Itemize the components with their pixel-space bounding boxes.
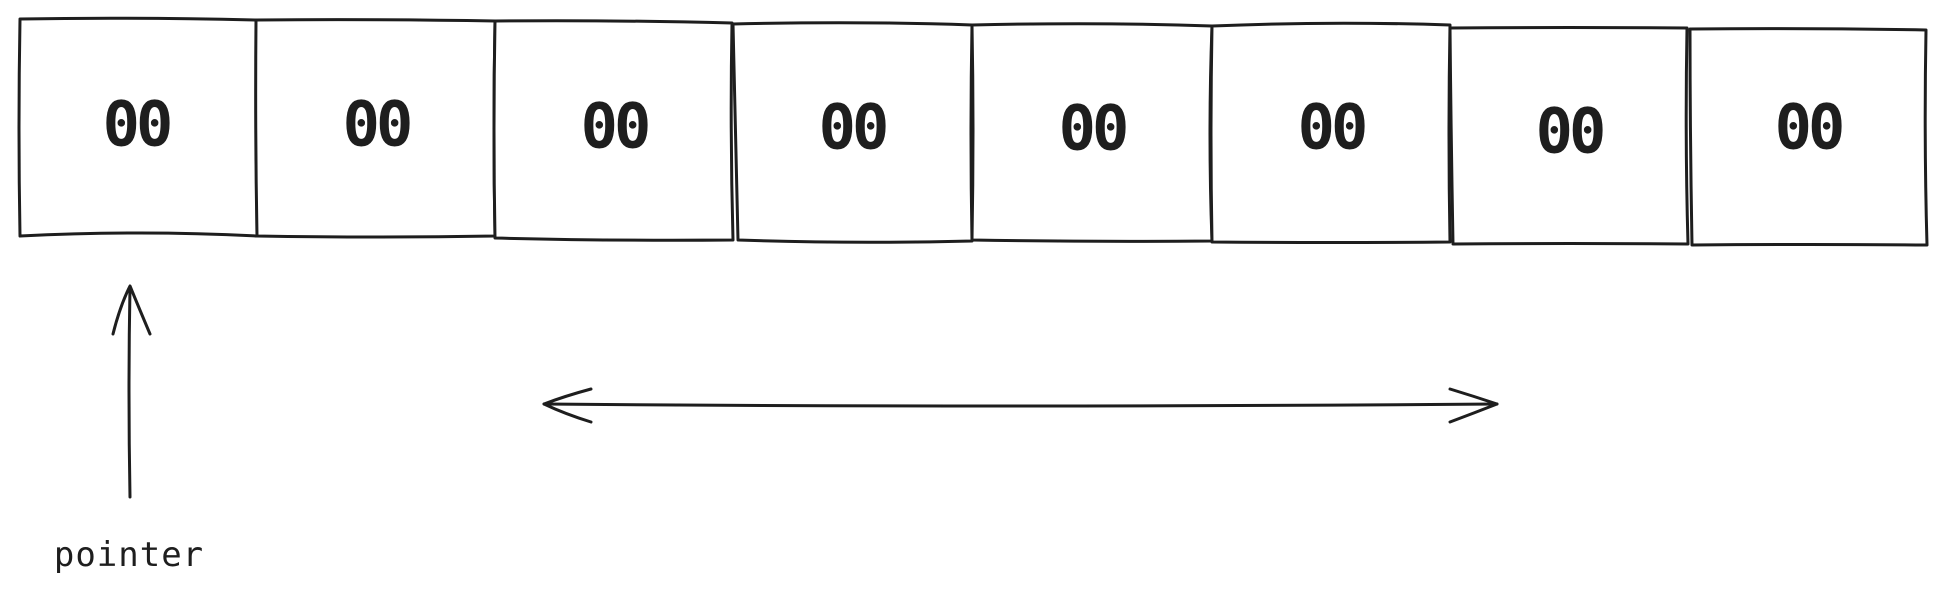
cell-value: 00 [1774, 90, 1842, 164]
memory-cell [1450, 28, 1688, 245]
memory-cell [19, 18, 257, 236]
memory-cell [733, 23, 972, 243]
memory-cells [19, 18, 1927, 245]
pointer-label: pointer [53, 535, 205, 575]
cell-value: 00 [1058, 91, 1126, 165]
memory-cell [972, 24, 1212, 242]
cell-value: 00 [102, 87, 170, 161]
pointer-arrow [113, 286, 150, 497]
cell-value: 00 [580, 89, 648, 163]
cell-value: 00 [342, 87, 410, 161]
scan-range-arrow [544, 389, 1497, 422]
cell-value: 00 [1297, 90, 1365, 164]
cell-value: 00 [818, 90, 886, 164]
cell-value: 00 [1535, 94, 1603, 168]
memory-cell [494, 21, 733, 241]
memory-cell [256, 20, 495, 237]
memory-cell [1211, 23, 1450, 242]
memory-cell [1690, 29, 1927, 245]
pointer-arrow-shaft [129, 287, 130, 497]
scan-range-arrow-shaft [544, 404, 1497, 406]
pointer-arrow-head [113, 286, 150, 334]
